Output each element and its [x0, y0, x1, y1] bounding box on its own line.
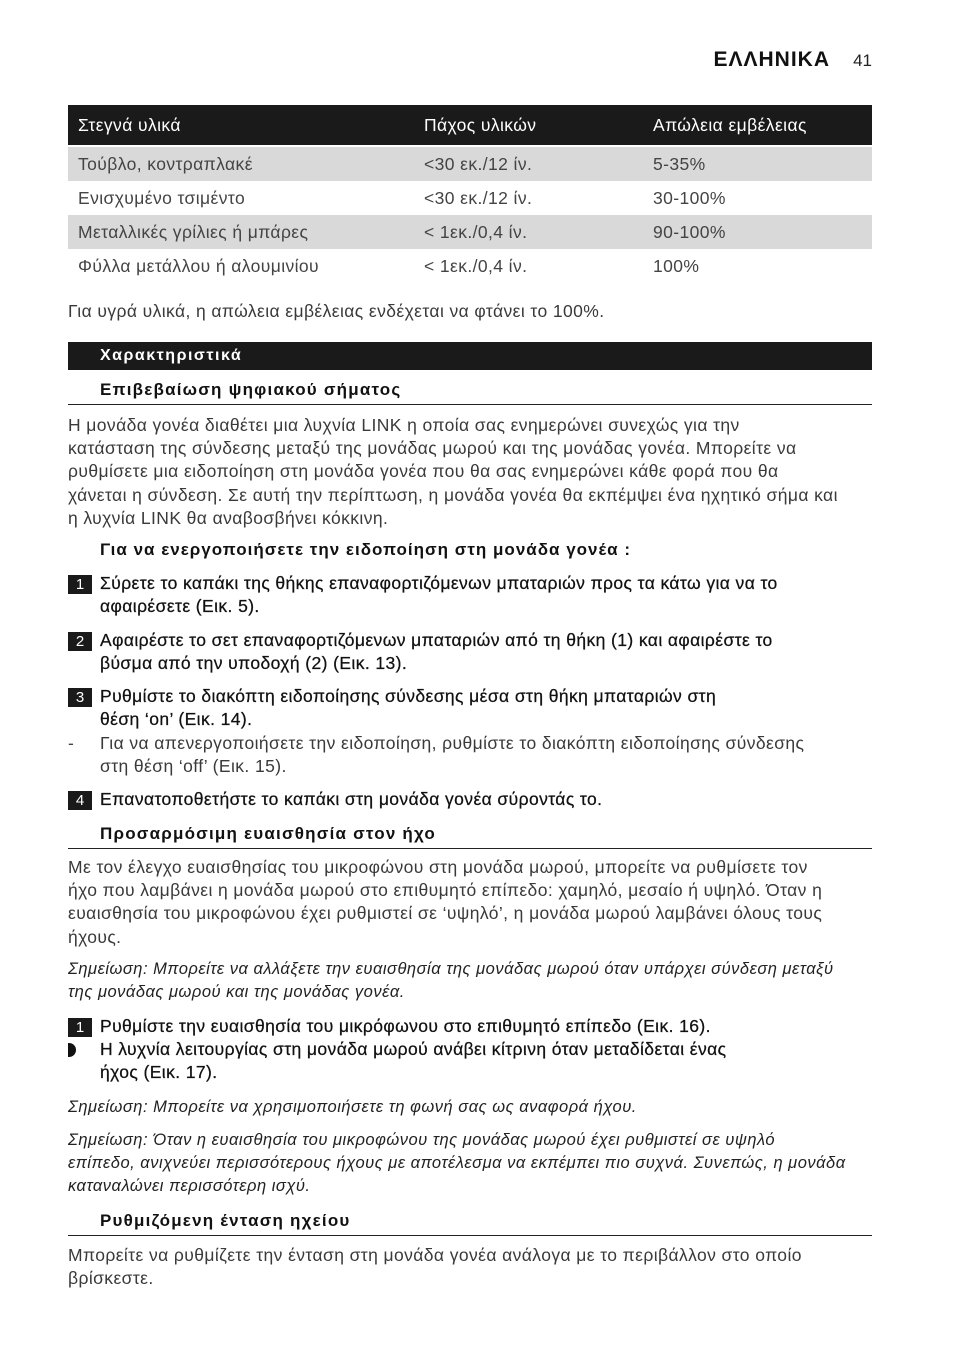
sensitivity-paragraph: [68, 856, 872, 949]
table-row: [68, 249, 872, 283]
paragraph-line: βρίσκεστε.: [68, 1268, 154, 1289]
dash-note-line: Για να απενεργοποιήσετε την ειδοποίηση, ρυθμίστε το διακόπτη ειδοποίησης σύνδεσης: [100, 733, 805, 753]
step-text-line: Ρυθμίστε την ευαισθησία του μικρόφωνου στο επιθυμητό επίπεδο (Εικ. 16).: [100, 1016, 711, 1036]
language-label: ΕΛΛΗΝΙΚΑ: [713, 48, 830, 71]
table-header-row: [68, 105, 872, 145]
table-header-cell: Απώλεια εμβέλειας: [653, 114, 807, 135]
note-change-sensitivity: [68, 958, 872, 1004]
step-number-badge: 1: [68, 1018, 92, 1037]
paragraph-line: η λυχνία LINK θα αναβοσβήνει κόκκινη.: [68, 507, 389, 528]
dash-note-line: στη θέση ‘off’ (Εικ. 15).: [100, 756, 287, 777]
paragraph-line: ευαισθησία του μικροφώνου έχει ρυθμιστεί σε ‘υψηλό’, η μονάδα μωρού λαμβάνει όλους τους: [68, 903, 823, 924]
paragraph-line: ρυθμίσετε μια ειδοποίηση στη μονάδα γονέα που θα σας ενημερώνει κάθε φορά που θα: [68, 461, 779, 482]
paragraph-line: Για υγρά υλικά, η απώλεια εμβέλειας ενδέχεται να φτάνει το 100%.: [68, 301, 605, 321]
range-loss-table: [68, 105, 872, 283]
result-text-line: ήχος (Εικ. 17).: [100, 1062, 218, 1083]
paragraph-line: Με τον έλεγχο ευαισθησίας του μικροφώνου στη μονάδα μωρού, μπορείτε να ρυθμίσετε τον: [68, 857, 808, 877]
table-cell: < 1εκ./0,4 ίν.: [424, 255, 528, 276]
note-line: της μονάδας μωρού και της μονάδας γονέα.: [68, 983, 405, 1002]
note-line: Σημείωση: Μπορείτε να αλλάξετε την ευαισθησία της μονάδας μωρού όταν υπάρχει σύνδεση μεταξύ: [68, 960, 834, 978]
table-row: [68, 181, 872, 215]
note-line: καταναλώνει περισσότερη ισχύ.: [68, 1177, 311, 1196]
step-text-line: αφαιρέσετε (Εικ. 5).: [100, 596, 260, 617]
note-line: Σημείωση: Μπορείτε να χρησιμοποιήσετε τη φωνή σας ως αναφορά ήχου.: [68, 1098, 637, 1116]
note-high-sensitivity: [68, 1129, 872, 1199]
sensitivity-step-1: [68, 1015, 872, 1038]
paragraph-line: Μπορείτε να ρυθμίζετε την ένταση στη μονάδα γονέα ανάλογα με το περιβάλλον στο οποίο: [68, 1245, 802, 1265]
step-text-line: Αφαιρέστε το σετ επαναφορτιζόμενων μπαταριών από τη θήκη (1) και αφαιρέστε το: [100, 630, 773, 650]
table-cell: <30 εκ./12 ίν.: [424, 187, 533, 208]
step-text-line: θέση ‘on’ (Εικ. 14).: [100, 709, 253, 730]
wet-materials-paragraph: [68, 300, 872, 323]
table-header-cell: Πάχος υλικών: [424, 114, 537, 135]
step-number-badge: 3: [68, 688, 92, 707]
step-2: [68, 629, 872, 675]
step-3: [68, 685, 872, 731]
volume-paragraph: [68, 1244, 872, 1290]
step-result: [68, 1038, 872, 1084]
step-text-line: Ρυθμίστε το διακόπτη ειδοποίησης σύνδεσης μέσα στη θήκη μπαταριών στη: [100, 686, 717, 706]
paragraph-line: χάνεται η σύνδεση. Σε αυτή την περίπτωση, η μονάδα γονέα θα εκπέμψει ένα ηχητικό σήμα και: [68, 484, 838, 505]
table-row: [68, 215, 872, 249]
subheading-sensitivity: Προσαρμόσιμη ευαισθησία στον ήχο: [68, 822, 872, 849]
link-paragraph: [68, 414, 872, 530]
step-number-badge: 4: [68, 791, 92, 810]
table-cell: Φύλλα μετάλλου ή αλουμινίου: [78, 255, 320, 276]
subheading-link-confirmation: Επιβεβαίωση ψηφιακού σήματος: [68, 378, 872, 405]
dash-note: [68, 732, 872, 778]
step-text-line: Σύρετε το καπάκι της θήκης επαναφορτιζόμενων μπαταριών προς τα κάτω για να το: [100, 573, 778, 593]
note-line: Σημείωση: Όταν η ευαισθησία του μικροφώνου της μονάδας μωρού έχει ρυθμιστεί σε υψηλό: [68, 1131, 776, 1149]
instruction-heading: Για να ενεργοποιήσετε την ειδοποίηση στη μονάδα γονέα :: [100, 540, 632, 559]
table-row: [68, 147, 872, 181]
subheading-speaker-volume: Ρυθμιζόμενη ένταση ηχείου: [68, 1209, 872, 1236]
note-line: επίπεδο, ανιχνεύει περισσότερους ήχους με αποτέλεσμα να εκπέμπει πιο συχνά. Συνεπώς, η μονάδα: [68, 1154, 846, 1173]
table-cell: 100%: [653, 255, 700, 276]
table-header-cell: Στεγνά υλικά: [78, 114, 181, 135]
step-number-badge: 2: [68, 632, 92, 651]
paragraph-line: Η μονάδα γονέα διαθέτει μια λυχνία LINK η οποία σας ενημερώνει συνεχώς για την: [68, 415, 740, 435]
table-cell: Τούβλο, κοντραπλακέ: [78, 153, 253, 174]
table-cell: Ενισχυμένο τσιμέντο: [78, 187, 246, 208]
table-cell: <30 εκ./12 ίν.: [424, 153, 533, 174]
step-text-line: Επανατοποθετήστε το καπάκι στη μονάδα γονέα σύροντάς το.: [100, 789, 603, 809]
table-cell: 30-100%: [653, 187, 726, 208]
result-text-line: Η λυχνία λειτουργίας στη μονάδα μωρού ανάβει κίτρινη όταν μεταδίδεται ένας: [100, 1039, 727, 1059]
step-text-line: βύσμα από την υποδοχή (2) (Εικ. 13).: [100, 653, 408, 674]
table-cell: 90-100%: [653, 221, 726, 242]
table-cell: Μεταλλικές γρίλιες ή μπάρες: [78, 221, 309, 242]
step-number-badge: 1: [68, 575, 92, 594]
result-arrow-icon: [68, 1043, 76, 1057]
page-number: 41: [853, 51, 872, 70]
section-title-bar: Χαρακτηριστικά: [68, 342, 872, 370]
paragraph-line: ήχους.: [68, 926, 122, 947]
paragraph-line: κατάσταση της σύνδεσης μεταξύ της μονάδας μωρού και της μονάδας γονέα. Μπορείτε να: [68, 438, 797, 459]
step-4: [68, 788, 872, 811]
note-voice-reference: [68, 1096, 872, 1119]
table-cell: 5-35%: [653, 153, 706, 174]
paragraph-line: ήχο που λαμβάνει η μονάδα μωρού στο επιθυμητό επίπεδο: χαμηλό, μεσαίο ή υψηλό. Όταν η: [68, 880, 823, 901]
step-1: [68, 572, 872, 618]
dash-marker: -: [68, 733, 74, 753]
table-cell: < 1εκ./0,4 ίν.: [424, 221, 528, 242]
